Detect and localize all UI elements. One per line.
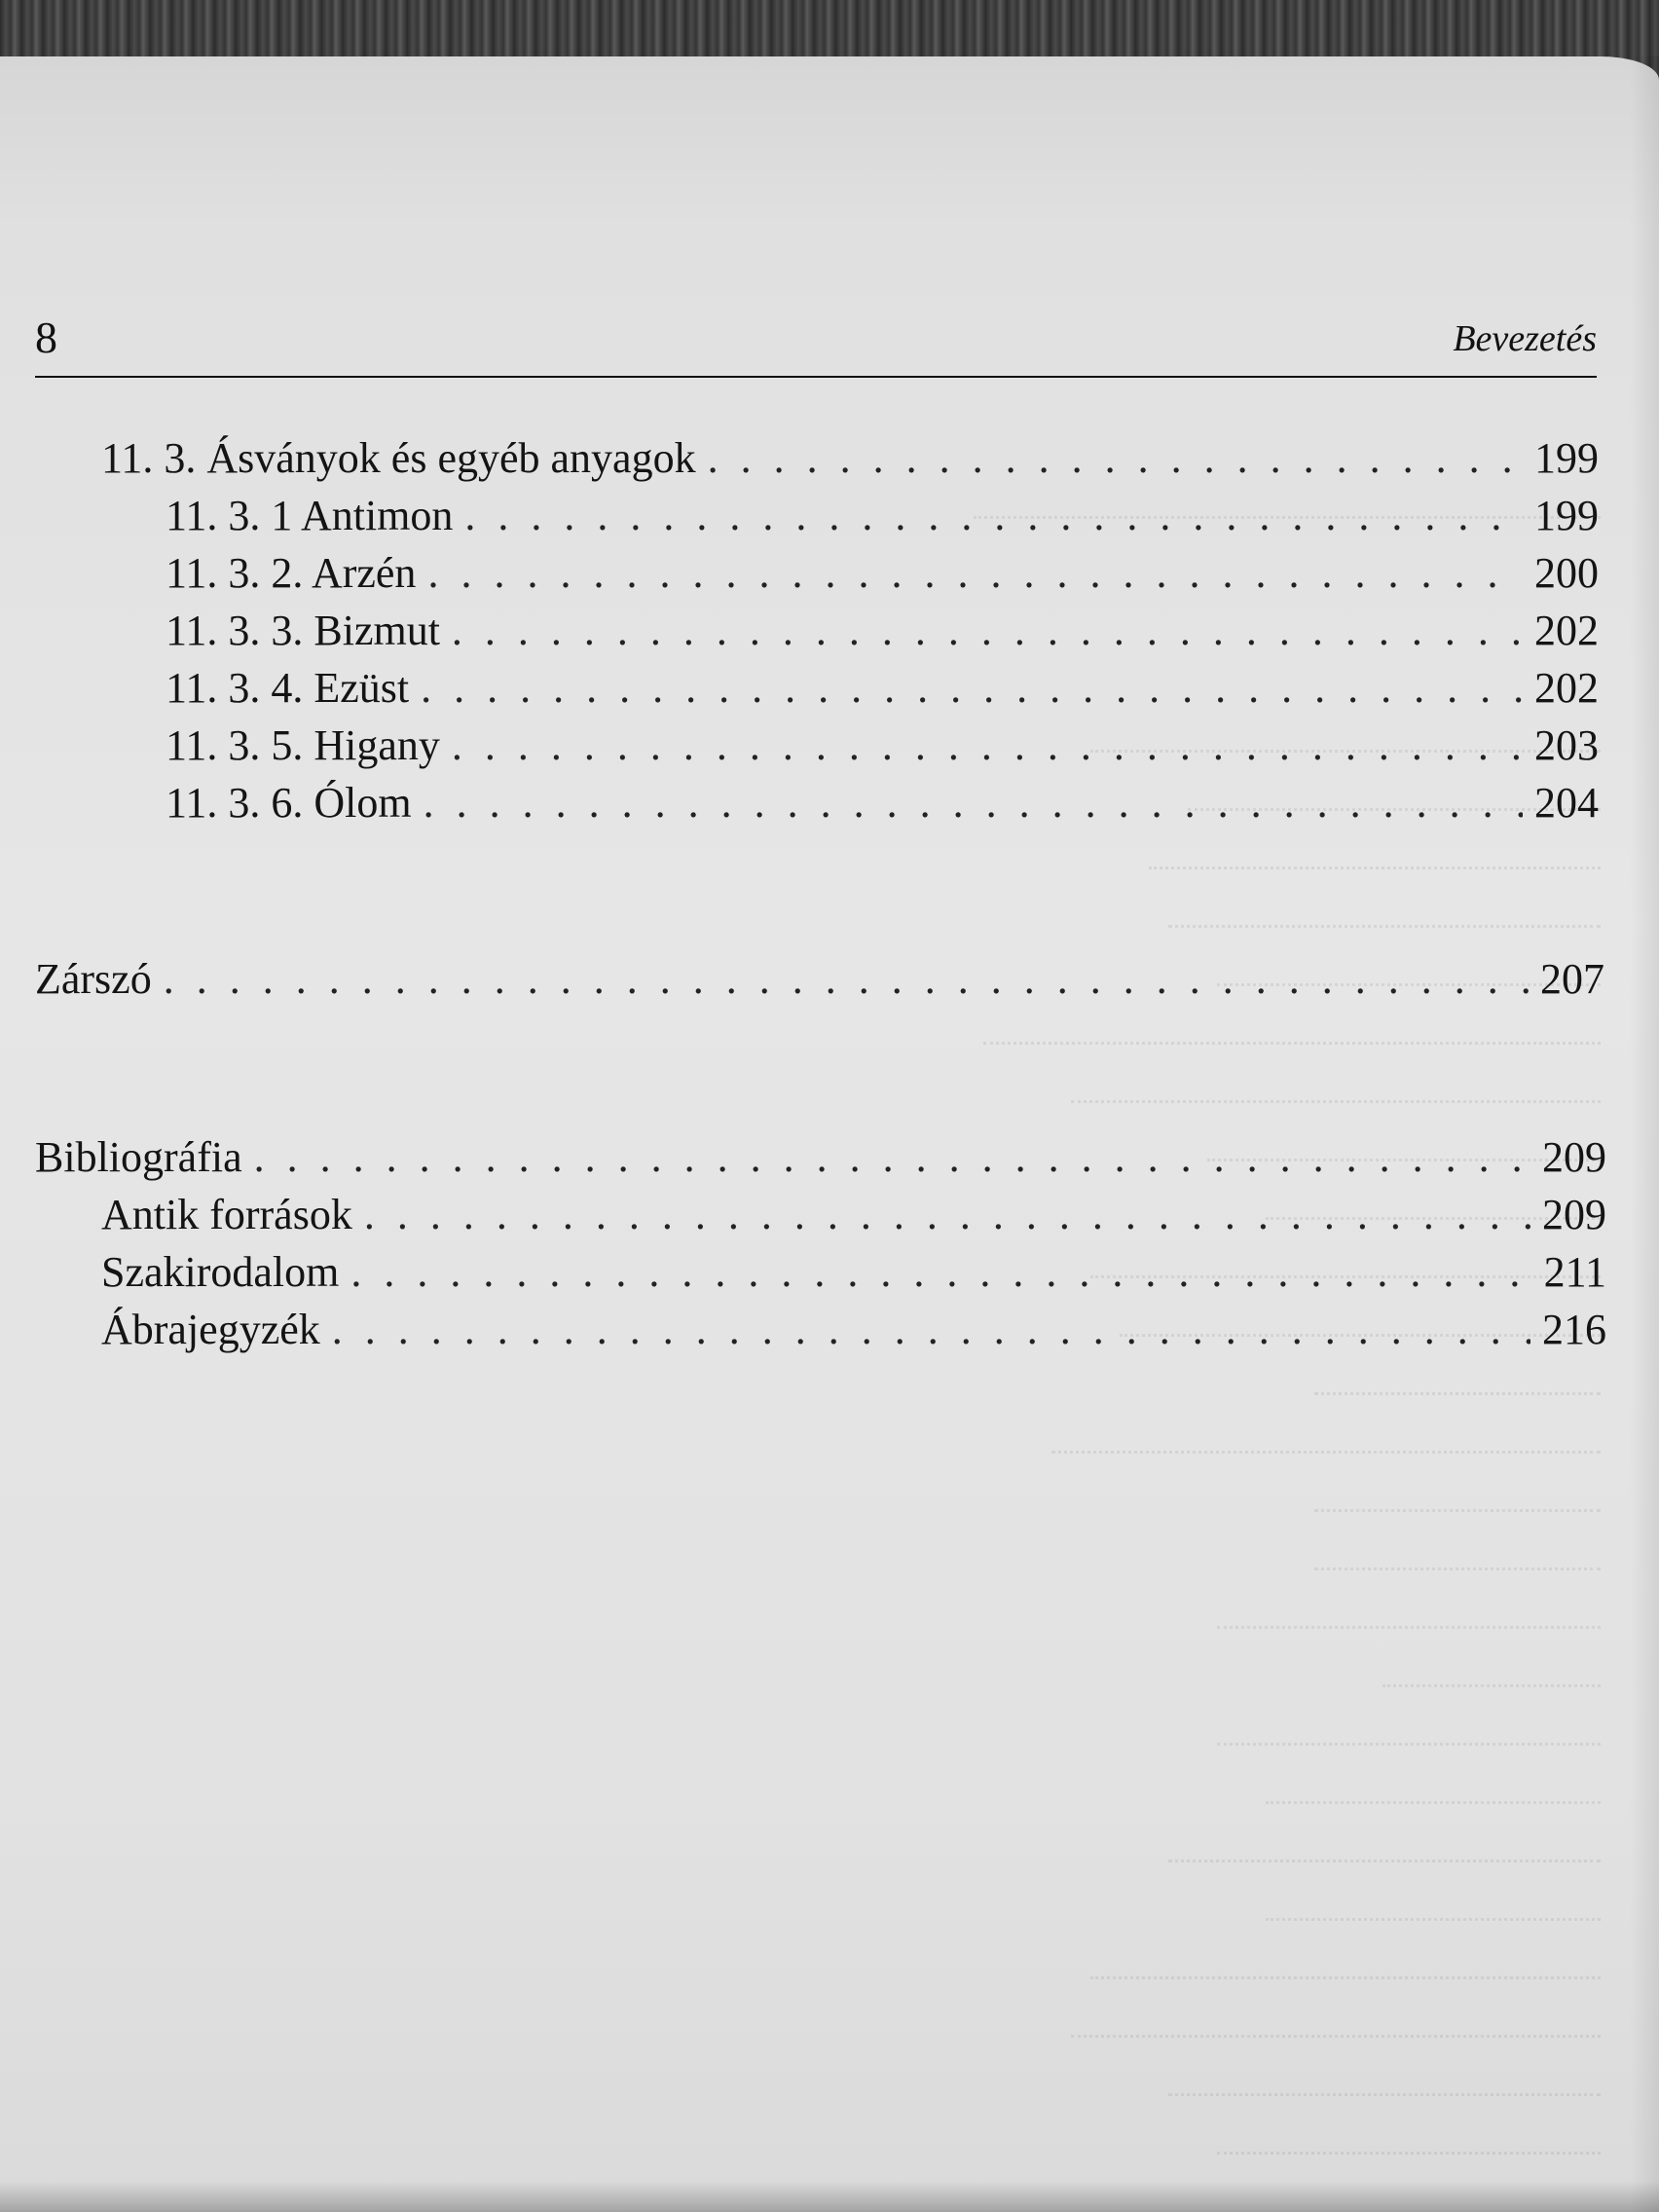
- toc-entry-label: Zárszó: [35, 955, 152, 1003]
- toc-entry-page: 204: [1534, 779, 1599, 827]
- toc-entry-page: 200: [1534, 549, 1599, 597]
- dot-leader: [427, 548, 1523, 598]
- toc-entry-page: 209: [1542, 1133, 1606, 1181]
- dot-leader: [164, 954, 1529, 1004]
- toc-entry-label: 11. 3. 5. Higany: [166, 721, 440, 769]
- toc-entry-higany: [166, 720, 1599, 770]
- toc-entry-antimon: [166, 491, 1599, 540]
- dot-leader: [708, 433, 1523, 483]
- toc-entry-label: Bibliográfia: [35, 1133, 242, 1181]
- toc-entry-arzen: [166, 548, 1599, 598]
- dot-leader: [424, 778, 1523, 828]
- toc-entry-page: 209: [1542, 1191, 1606, 1238]
- toc-entry-olom: [166, 778, 1599, 828]
- dot-leader: [332, 1305, 1530, 1354]
- toc-entry-label: 11. 3. Ásványok és egyéb anyagok: [101, 434, 696, 482]
- toc-entry-label: 11. 3. 4. Ezüst: [166, 664, 410, 712]
- toc-entry-minerals: [101, 433, 1599, 483]
- toc-entry-page: 199: [1534, 434, 1599, 482]
- toc-entry-label: Szakirodalom: [101, 1248, 340, 1296]
- toc-entry-page: 207: [1540, 955, 1604, 1003]
- dot-leader: [464, 491, 1523, 540]
- page-bottom-shadow: [0, 2181, 1659, 2212]
- dot-leader: [364, 1190, 1530, 1239]
- toc-entry-label: 11. 3. 1 Antimon: [166, 492, 454, 539]
- toc-entry-label: Antik források: [101, 1191, 352, 1238]
- toc-entry-bizmut: [166, 606, 1599, 655]
- toc-entry-label: 11. 3. 6. Ólom: [166, 779, 412, 827]
- running-head: Bevezetés: [1453, 318, 1597, 359]
- toc-entry-zarszo: [35, 954, 1604, 1004]
- toc-entry-antik-forrasok: [101, 1190, 1606, 1239]
- toc-entry-page: 202: [1534, 607, 1599, 654]
- toc-entry-page: 216: [1542, 1306, 1606, 1353]
- dot-leader: [421, 663, 1523, 713]
- dot-leader: [254, 1132, 1530, 1182]
- toc-entry-szakirodalom: [101, 1247, 1606, 1297]
- toc-entry-ezust: [166, 663, 1599, 713]
- dot-leader: [350, 1247, 1531, 1297]
- toc-entry-abrajegyzek: [101, 1305, 1606, 1354]
- toc-entry-page: 203: [1534, 721, 1599, 769]
- toc-entry-page: 199: [1534, 492, 1599, 539]
- toc-entry-label: 11. 3. 3. Bizmut: [166, 607, 440, 654]
- toc-entry-page: 202: [1534, 664, 1599, 712]
- dot-leader: [452, 606, 1523, 655]
- dot-leader: [452, 720, 1523, 770]
- toc-entry-label: Ábrajegyzék: [101, 1306, 320, 1353]
- toc-entry-label: 11. 3. 2. Arzén: [166, 549, 417, 597]
- toc-entry-bibliography: [35, 1132, 1606, 1182]
- page-number: 8: [35, 313, 57, 362]
- toc-entry-page: 211: [1543, 1248, 1606, 1296]
